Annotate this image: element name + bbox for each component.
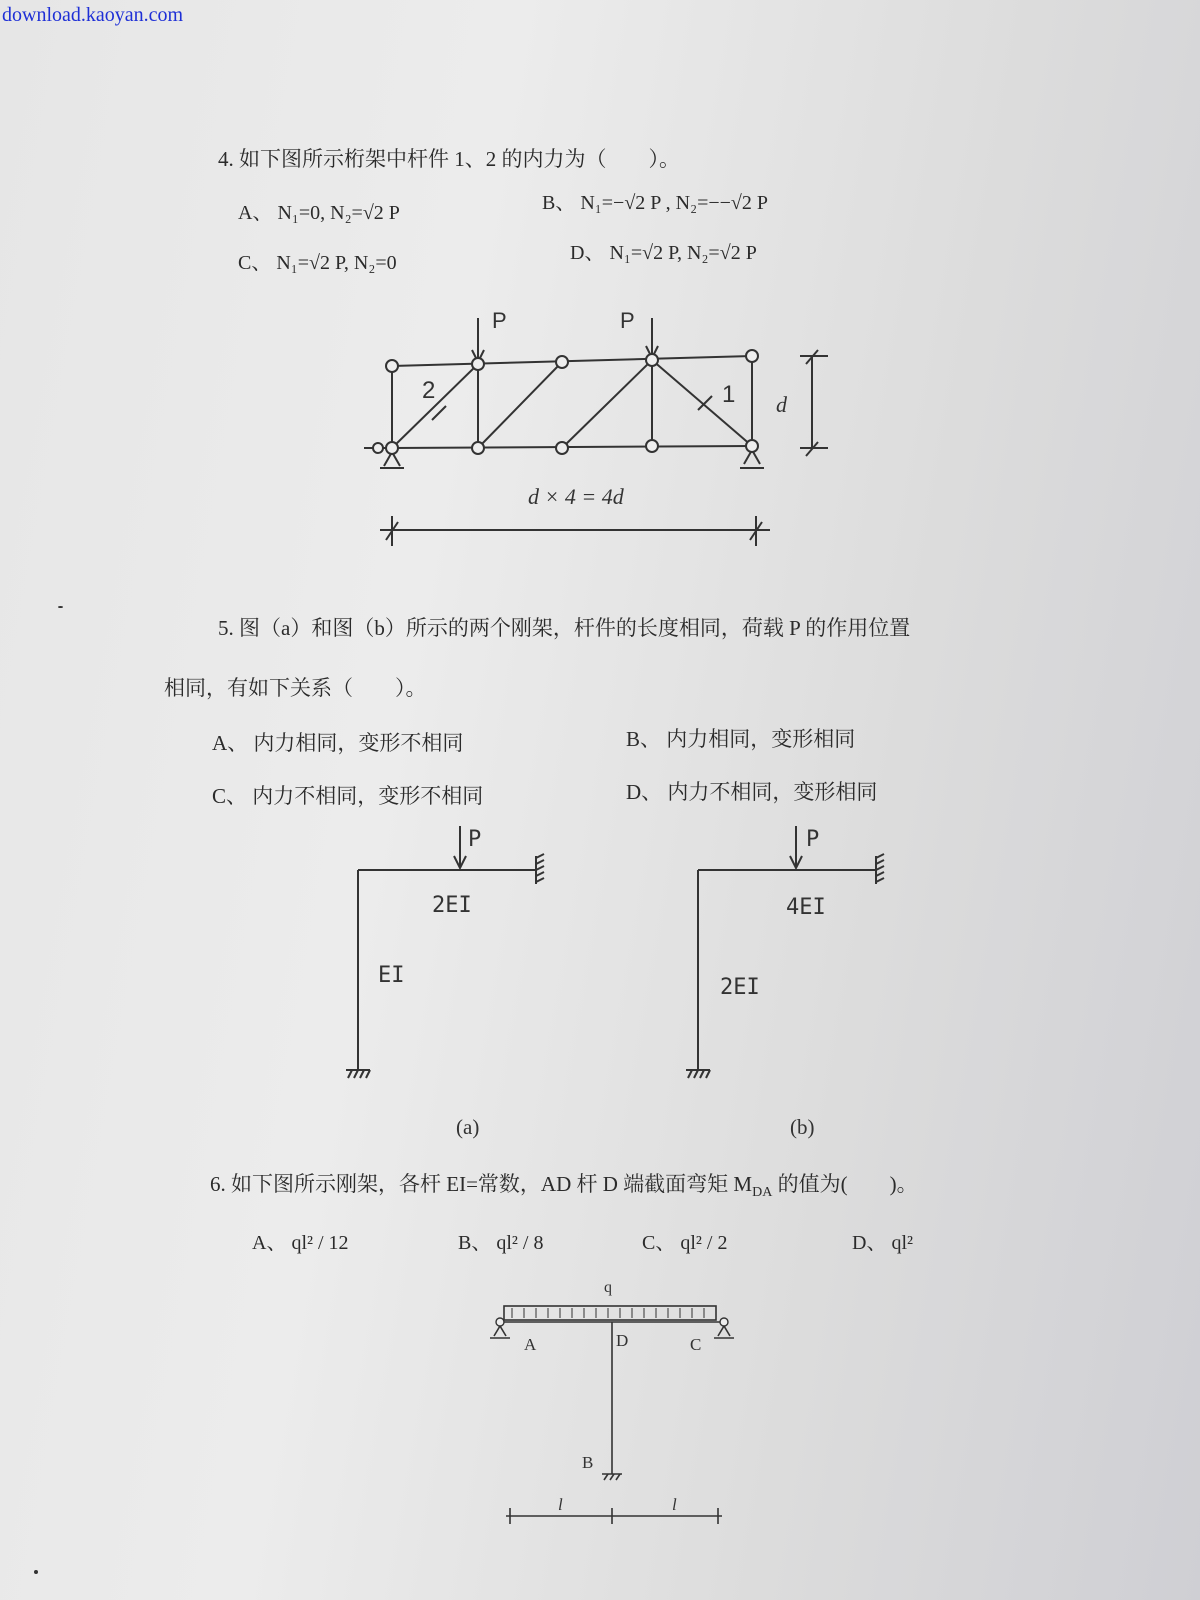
q5a-beam-label: 2EI: [432, 893, 472, 918]
q5-option-b: B、 内力相同，变形相同: [626, 727, 856, 751]
q4-member-2-label: 2: [422, 377, 436, 404]
q5b-load-label: P: [806, 827, 820, 852]
q6-option-d: D、 ql²: [852, 1232, 913, 1254]
q5b-caption: (b): [790, 1115, 815, 1139]
q6-length-right-label: l: [672, 1495, 677, 1514]
q6-node-b-label: B: [582, 1453, 594, 1472]
q6-node-a-label: A: [524, 1335, 537, 1354]
q4-option-b: B、 N₁=−√2 P , N₂=−−√2 P: [542, 192, 769, 214]
q6-load-label: q: [604, 1279, 612, 1296]
q4-height-label: d: [776, 392, 787, 417]
q6-node-c-label: C: [690, 1335, 702, 1354]
q6-stem-post: 的值为( )。: [772, 1172, 918, 1196]
q5a-caption: (a): [456, 1115, 480, 1139]
q4-span-label: d × 4 = 4d: [528, 484, 624, 509]
q4-option-a: A、 N₁=0, N₂=√2 P: [238, 202, 400, 224]
paper-speck: [58, 606, 63, 608]
paper-speck: [34, 1570, 38, 1574]
q5a-column-label: EI: [378, 963, 405, 988]
q4-member-1-label: 1: [722, 381, 736, 408]
q4-option-c: C、 N₁=√2 P, N₂=0: [238, 252, 397, 274]
q4-load-left-label: P: [492, 308, 507, 333]
watermark-url: download.kaoyan.com: [2, 4, 184, 26]
q6-stem-pre: 6. 如下图所示刚架，各杆 EI=常数，AD 杆 D 端截面弯矩 M: [210, 1172, 753, 1196]
q5b-column-label: 2EI: [720, 975, 760, 1000]
q4-load-right-label: P: [620, 308, 635, 333]
q6-node-d-label: D: [616, 1331, 629, 1350]
q6-stem: [210, 1168, 918, 1201]
q6-stem-sub: DA: [752, 1185, 773, 1201]
q5-stem-line2: 相同，有如下关系（ ）。: [164, 676, 427, 700]
q5a-load-label: P: [468, 827, 482, 852]
q5-stem-line1: 5. 图（a）和图（b）所示的两个刚架，杆件的长度相同，荷载 P 的作用位置: [218, 616, 911, 640]
q5-option-a: A、 内力相同，变形不相同: [212, 731, 464, 755]
q4-option-d: D、 N₁=√2 P, N₂=√2 P: [570, 242, 757, 264]
q6-option-c: C、 ql² / 2: [642, 1232, 728, 1254]
q5-option-c: C、 内力不相同，变形不相同: [212, 784, 484, 808]
q4-stem: 4. 如下图所示桁架中杆件 1、2 的内力为（ ）。: [218, 147, 680, 171]
q5b-beam-label: 4EI: [786, 895, 826, 920]
q5-option-d: D、 内力不相同，变形相同: [626, 780, 878, 804]
q6-option-b: B、 ql² / 8: [458, 1232, 544, 1254]
q6-option-a: A、 ql² / 12: [252, 1232, 349, 1254]
q6-length-left-label: l: [558, 1495, 563, 1514]
